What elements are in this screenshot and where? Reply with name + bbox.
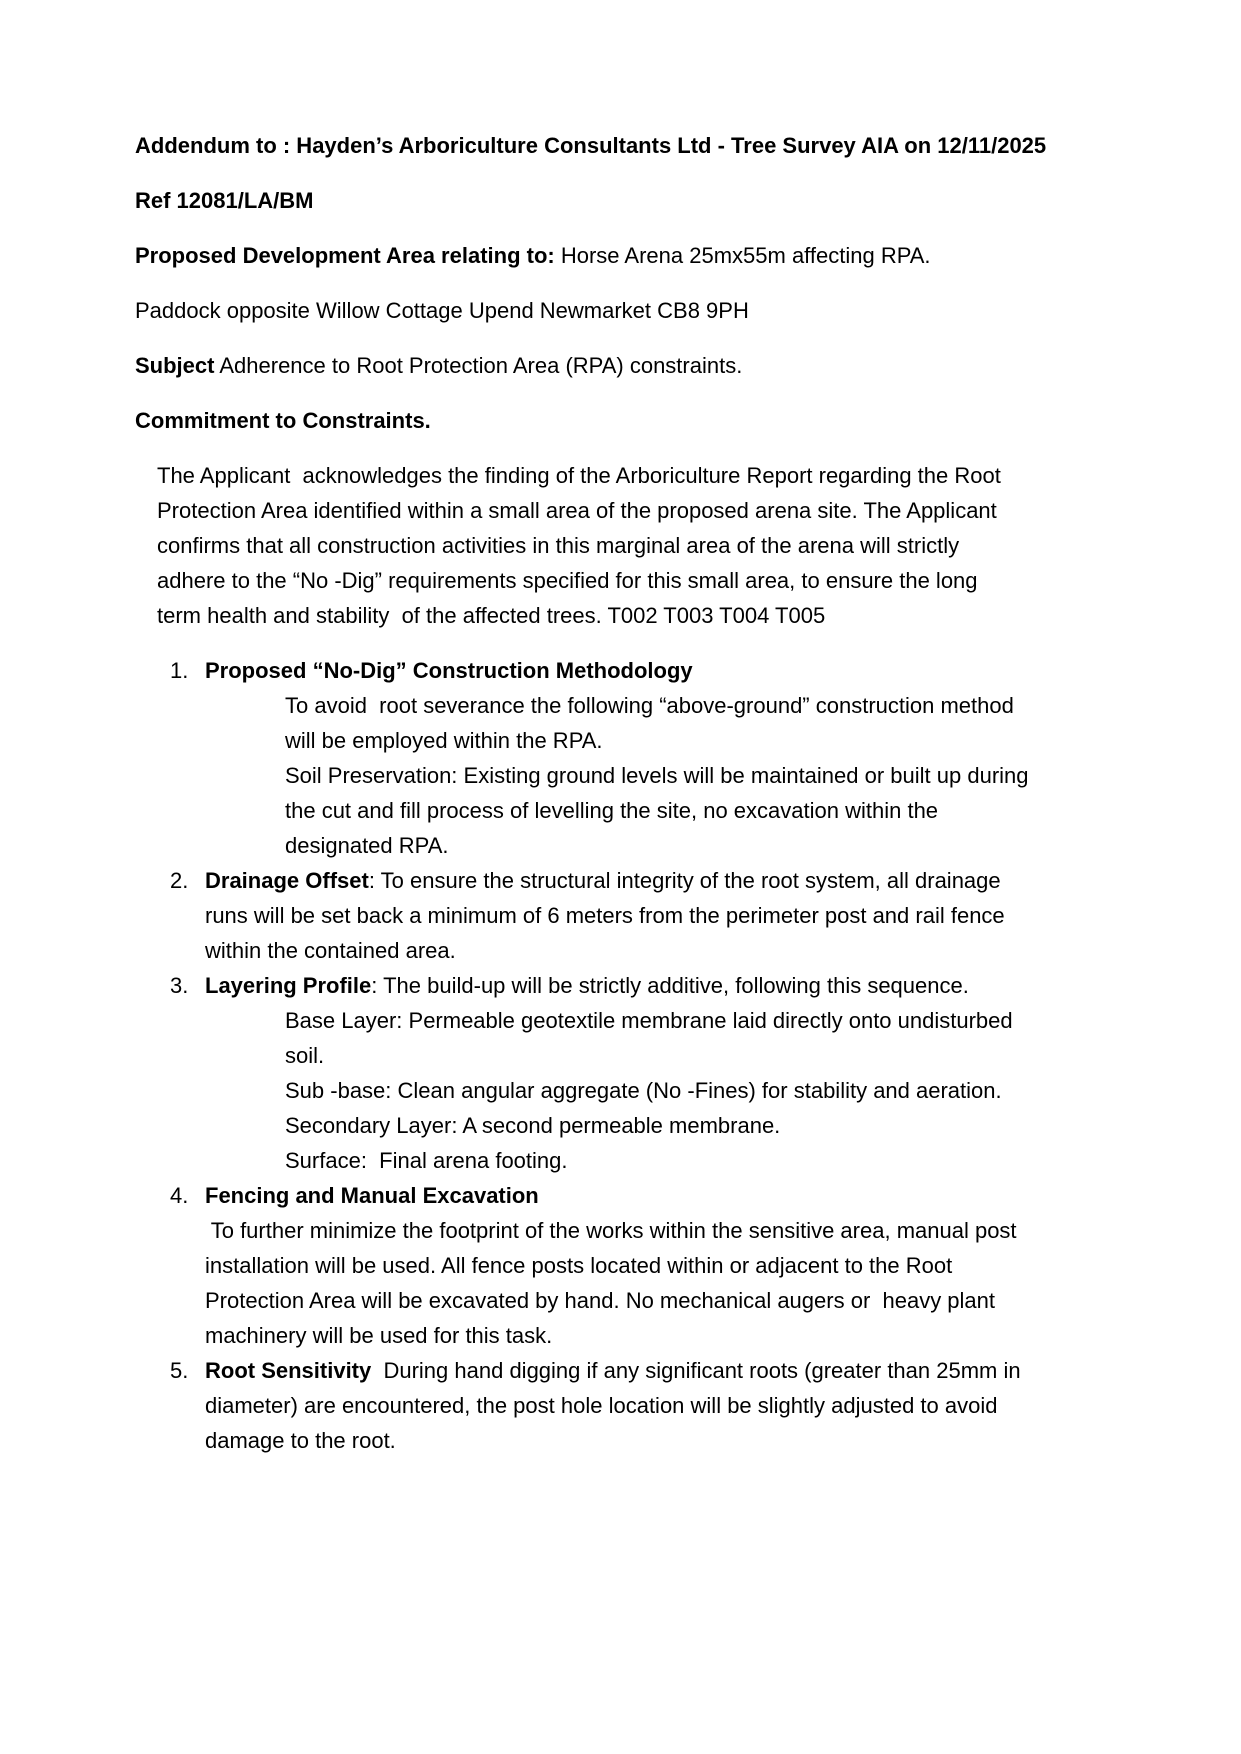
text-line: diameter) are encountered, the post hole location will be slightly adjusted to avoid (205, 1393, 998, 1418)
list-item-text (205, 863, 1001, 898)
numbered-list (135, 653, 1145, 1458)
list-item-lead: Root Sensitivity (205, 1358, 372, 1383)
bullet-item (135, 1108, 1145, 1143)
bullet-item (135, 1003, 1145, 1038)
bullet-square-icon (237, 1108, 285, 1143)
text-line: installation will be used. All fence posts located within or adjacent to the Root (205, 1253, 953, 1278)
subject-label: Subject (135, 353, 215, 378)
development-area-line (135, 238, 1145, 273)
text-line: During hand digging if any significant roots (greater than 25mm in (371, 1358, 1021, 1383)
text-line: Protection Area will be excavated by hand. No mechanical augers or heavy plant (205, 1288, 996, 1313)
development-area-value: Horse Arena 25mx55m affecting RPA. (554, 243, 931, 268)
commitment-heading: Commitment to Constraints. (135, 408, 431, 433)
subject-value: Adherence to Root Protection Area (RPA) constraints. (214, 353, 743, 378)
bullet-square-icon (237, 1003, 285, 1038)
list-item-title: Proposed “No-Dig” Construction Methodology (205, 658, 693, 683)
text-line: : The build-up will be strictly additive, following this sequence. (371, 973, 969, 998)
bullet-square-icon (237, 1143, 285, 1178)
text-line: will be employed within the RPA. (285, 728, 603, 753)
list-number: 4. (170, 1183, 189, 1208)
text-line: Soil Preservation: Existing ground levels will be maintained or built up during (285, 763, 1029, 788)
text-line: adhere to the “No -Dig” requirements specified for this small area, to ensure the long (157, 568, 978, 593)
subject-line (135, 348, 1145, 383)
list-number: 3. (170, 973, 189, 998)
list-item-lead: Drainage Offset (205, 868, 369, 893)
text-line: Base Layer: Permeable geotextile membrane laid directly onto undisturbed (285, 1008, 1013, 1033)
bullet-square-icon (237, 1073, 285, 1108)
bullet-square-icon (237, 758, 285, 793)
development-area-label: Proposed Development Area relating to: (135, 243, 555, 268)
list-item-lead: Layering Profile (205, 973, 372, 998)
list-item-2-heading (135, 863, 1145, 898)
list-item-title: Fencing and Manual Excavation (205, 1183, 539, 1208)
bullet-item (135, 1143, 1145, 1178)
text-line: The Applicant acknowledges the finding of the Arboriculture Report regarding the Root (157, 463, 1001, 488)
text-line: designated RPA. (285, 833, 449, 858)
text-line: Sub -base: Clean angular aggregate (No -Fines) for stability and aeration. (285, 1078, 1002, 1103)
text-line: To avoid root severance the following “above-ground” construction method (285, 693, 1014, 718)
text-line: term health and stability of the affected trees. T002 T003 T004 T005 (157, 603, 826, 628)
text-line: Surface: Final arena footing. (285, 1148, 568, 1173)
list-item-5-heading (135, 1353, 1145, 1388)
list-number: 2. (170, 868, 189, 893)
list-item-4-heading (135, 1178, 1145, 1213)
text-line: within the contained area. (205, 938, 456, 963)
doc-reference: Ref 12081/LA/BM (135, 188, 314, 213)
text-line: Secondary Layer: A second permeable membrane. (285, 1113, 781, 1138)
bullet-item (135, 758, 1145, 793)
list-item-1-heading (135, 653, 1145, 688)
list-item-text (205, 968, 969, 1003)
address-line: Paddock opposite Willow Cottage Upend Newmarket CB8 9PH (135, 298, 749, 323)
text-line: confirms that all construction activities in this marginal area of the arena will strictly (157, 533, 960, 558)
text-line: Protection Area identified within a small area of the proposed arena site. The Applicant (157, 498, 997, 523)
bullet-square-icon (237, 688, 285, 723)
bullet-item (135, 688, 1145, 723)
bullet-item (135, 1073, 1145, 1108)
list-number: 5. (170, 1358, 189, 1383)
text-line: the cut and fill process of levelling the site, no excavation within the (285, 798, 939, 823)
text-line: soil. (285, 1043, 325, 1068)
list-item-3-heading (135, 968, 1145, 1003)
list-item-text (205, 1353, 1021, 1388)
text-line: machinery will be used for this task. (205, 1323, 553, 1348)
text-line: damage to the root. (205, 1428, 396, 1453)
text-line: : To ensure the structural integrity of the root system, all drainage (368, 868, 1001, 893)
commitment-paragraph (135, 458, 1145, 633)
list-number: 1. (170, 658, 189, 683)
text-line: To further minimize the footprint of the works within the sensitive area, manual post (205, 1218, 1017, 1243)
doc-title: Addendum to : Hayden’s Arboriculture Consultants Ltd - Tree Survey AIA on 12/11/2025 (135, 133, 1047, 158)
text-line: runs will be set back a minimum of 6 meters from the perimeter post and rail fence (205, 903, 1005, 928)
